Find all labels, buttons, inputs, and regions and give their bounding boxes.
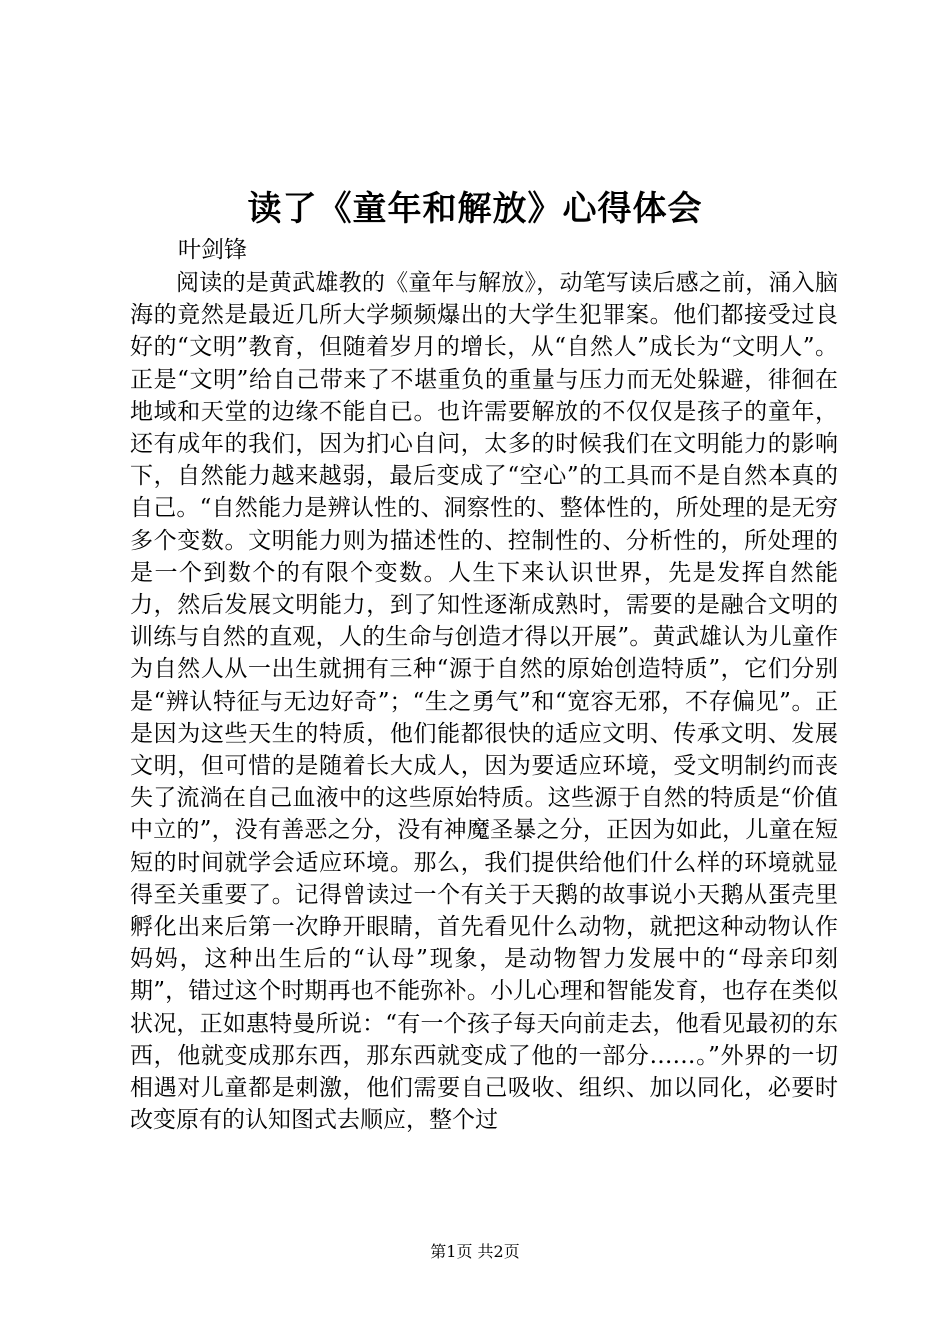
author-name: 叶剑锋 [178, 237, 247, 263]
document-title: 读了《童年和解放》心得体会 [247, 189, 703, 229]
body-paragraph: 阅读的是黄武雄教的《童年与解放》，动笔写读后感之前，涌入脑海的竟然是最近几所大学频频爆出的大学生犯罪案。他们都接受过良好的“文明”教育，但随着岁月的增长，从“自然人”成长为“文明人”。正是“文明”给自己带来了不堪重负的重量与压力而无处躲避，徘徊在地域和天堂的边缘不能自已。也许需要解放的不仅仅是孩子的童年，还有成年的我们，因为扪心自问，太多的时候我们在文明能力的影响下，自然能力越来越弱，最后变成了“空心”的工具而不是自然本真的自己。“自然能力是辨认性的、洞察性的、整体性的，所处理的是无穷多个变数。文明能力则为描述性的、控制性的、分析性的，所处理的是一个到数个的有限个变数。人生下来认识世界，先是发挥自然能力，然后发展文明能力，到了知性逐渐成熟时，需要的是融合文明的训练与自然的直观，人的生命与创造才得以开展”。黄武雄认为儿童作为自然人从一出生就拥有三种“源于自然的原始创造特质”，它们分别是“辨认特征与无边好奇”；“生之勇气”和“宽容无邪，不存偏见”。正是因为这些天生的特质，他们能都很快的适应文明、传承文明、发展文明，但可惜的是随着长大成人，因为要适应环境，受文明制约而丧失了流淌在自己血液中的这些原始特质。这些源于自然的特质是“价值中立的”，没有善恶之分，没有神魔圣暴之分，正因为如此，儿童在短短的时间就学会适应环境。那么，我们提供给他们什么样的环境就显得至关重要了。记得曾读过一个有关于天鹅的故事说小天鹅从蛋壳里孵化出来后第一次睁开眼睛，首先看见什么动物，就把这种动物认作妈妈，这种出生后的“认母”现象，是动物智力发展中的“母亲印刻期”，错过这个时期再也不能弥补。小儿心理和智能发育，也存在类似状况，正如惠特曼所说：“有一个孩子每天向前走去，他看见最初的东西，他就变成那东西，那东西就变成了他的一部分……。”外界的一切相遇对儿童都是刺激，他们需要自己吸收、组织、加以同化，必要时改变原有的认知图式去顺应，整个过 [130, 270, 838, 1134]
page-number-footer: 第1页 共2页 [430, 1242, 520, 1261]
